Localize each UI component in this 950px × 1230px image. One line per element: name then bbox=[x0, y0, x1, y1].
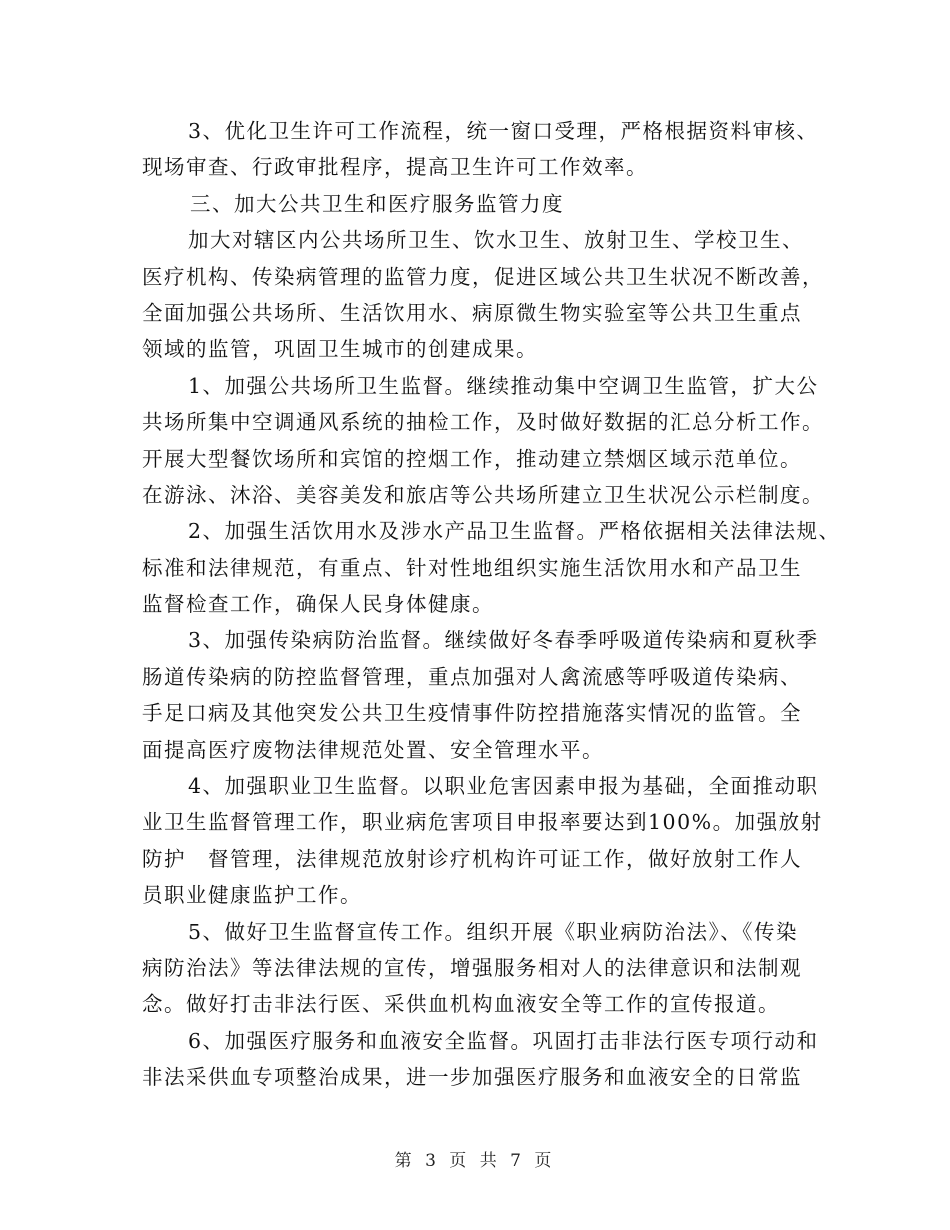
paragraph-line: 员职业健康监护工作。 bbox=[142, 883, 362, 908]
paragraph-line: 4、加强职业卫生监督。以职业危害因素申报为基础，全面推动职 bbox=[188, 774, 819, 799]
paragraph-line: 2、加强生活饮用水及涉水产品卫生监督。严格依据相关法律法规、 bbox=[188, 519, 841, 544]
paragraph-line: 开展大型餐饮场所和宾馆的控烟工作，推动建立禁烟区域示范单位。 bbox=[142, 446, 802, 471]
paragraph-line: 5、做好卫生监督宣传工作。组织开展《职业病防治法》、《传染 bbox=[188, 919, 799, 944]
paragraph-line: 念。做好打击非法行医、采供血机构血液安全等工作的宣传报道。 bbox=[142, 992, 780, 1017]
paragraph-line: 非法采供血专项整治成果，进一步加强医疗服务和血液安全的日常监 bbox=[142, 1065, 802, 1090]
paragraph-line: 领域的监管，巩固卫生城市的创建成果。 bbox=[142, 337, 538, 362]
paragraph-line: 监督检查工作，确保人民身体健康。 bbox=[142, 592, 494, 617]
paragraph-line: 6、加强医疗服务和血液安全监督。巩固打击非法行医专项行动和 bbox=[188, 1028, 819, 1053]
paragraph-line: 防护 督管理，法律规范放射诊疗机构许可证工作，做好放射工作人 bbox=[142, 846, 802, 871]
document-body bbox=[142, 113, 841, 1096]
paragraph-line: 面提高医疗废物法律规范处置、安全管理水平。 bbox=[142, 737, 604, 762]
paragraph-line: 医疗机构、传染病管理的监管力度，促进区域公共卫生状况不断改善， bbox=[142, 264, 824, 289]
paragraph-line: 1、加强公共场所卫生监督。继续推动集中空调卫生监管，扩大公 bbox=[188, 373, 819, 398]
paragraph-line: 现场审查、行政审批程序，提高卫生许可工作效率。 bbox=[142, 155, 648, 180]
paragraph-line: 手足口病及其他突发公共卫生疫情事件防控措施落实情况的监管。全 bbox=[142, 701, 802, 726]
page-number-footer: 第 3 页 共 7 页 bbox=[394, 1151, 556, 1171]
paragraph-line: 加大对辖区内公共场所卫生、饮水卫生、放射卫生、学校卫生、 bbox=[188, 228, 804, 253]
paragraph-line: 共场所集中空调通风系统的抽检工作，及时做好数据的汇总分析工作。 bbox=[142, 410, 824, 435]
paragraph-line: 业卫生监督管理工作，职业病危害项目申报率要达到100%。加强放射 bbox=[142, 810, 823, 835]
paragraph-line: 全面加强公共场所、生活饮用水、病原微生物实验室等公共卫生重点 bbox=[142, 300, 802, 325]
paragraph-line: 标准和法律规范，有重点、针对性地组织实施生活饮用水和产品卫生 bbox=[142, 555, 802, 580]
paragraph-line: 在游泳、沐浴、美容美发和旅店等公共场所建立卫生状况公示栏制度。 bbox=[142, 482, 824, 507]
paragraph-line: 3、加强传染病防治监督。继续做好冬春季呼吸道传染病和夏秋季 bbox=[188, 628, 819, 653]
section-heading: 三、加大公共卫生和医疗服务监管力度 bbox=[190, 191, 564, 216]
paragraph-line: 3、优化卫生许可工作流程，统一窗口受理，严格根据资料审核、 bbox=[188, 119, 819, 143]
paragraph-line: 病防治法》等法律法规的宣传，增强服务相对人的法律意识和法制观 bbox=[142, 955, 802, 980]
paragraph-line: 肠道传染病的防控监督管理，重点加强对人禽流感等呼吸道传染病、 bbox=[142, 664, 802, 689]
